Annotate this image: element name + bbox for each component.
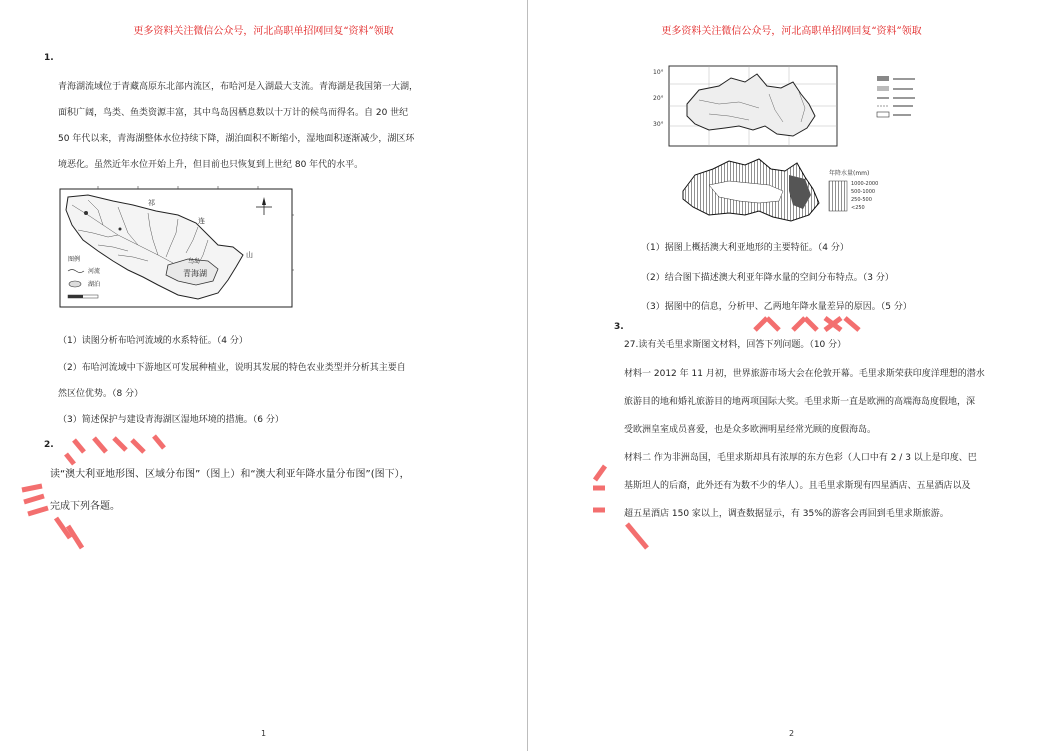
- lake-legend-icon: [69, 281, 81, 287]
- q1-sub-question: （2）布哈河流域中下游地区可发展种植业，说明其发展的特色农业类型并分析其主要自: [58, 363, 406, 373]
- q1-sub-question: 然区位优势。（8 分）: [58, 389, 144, 399]
- rainfall-legend-title: 年降水量(mm): [829, 170, 870, 177]
- q2-paragraph-line: 读“澳大利亚地形图、区域分布图”（图上）和“澳大利亚年降水量分布图”(图下），: [50, 469, 410, 480]
- q1-paragraph-line: 青海湖流域位于青藏高原东北部内流区，布哈河是入湖最大支流。青海湖是我国第一大湖，: [58, 82, 419, 92]
- watermark-icon: [14, 430, 194, 555]
- q1-paragraph-line: 面积广阔，鸟类、鱼类资源丰富，其中鸟岛因栖息数以十万计的候鸟而得名。自 20 世纪: [58, 108, 409, 118]
- question-2-number: 2.: [44, 440, 54, 450]
- q3-paragraph-line: 旅游目的地和婚礼旅游目的地两项国际大奖。毛里求斯一直是欧洲的高端海岛度假地，深: [624, 397, 976, 407]
- q1-sub-question: （3）简述保护与建设青海湖区湿地环境的措施。（6 分）: [58, 415, 284, 425]
- lake-label: 青海湖: [183, 269, 207, 278]
- q3-paragraph-line: 材料二 作为非洲岛国，毛里求斯却具有浓厚的东方色彩（人口中有 2 / 3 以上是印度、巴: [624, 453, 977, 463]
- q2-sub-question: （3）据图中的信息，分析甲、乙两地年降水量差异的原因。（5 分）: [641, 302, 912, 312]
- mountain-label: 山: [246, 251, 253, 259]
- question-3-number: 3.: [614, 322, 624, 332]
- q2-sub-question: （1）据图上概括澳大利亚地形的主要特征。（4 分）: [641, 243, 849, 253]
- terrain-legend: [875, 72, 925, 132]
- q2-sub-question: （2）结合图下描述澳大利亚年降水量的空间分布特点。（3 分）: [641, 273, 894, 283]
- bird-island-label: 鸟岛: [188, 258, 201, 265]
- australia-rainfall-map: [679, 155, 879, 227]
- watermark-icon: [591, 462, 661, 554]
- page-header: 更多资料关注微信公众号，河北高职单招网回复“资料”领取: [133, 26, 394, 37]
- q3-paragraph-line: 材料一 2012 年 11 月初，世界旅游市场大会在伦敦开幕。毛里求斯荣获印度洋理想的潜水: [624, 369, 985, 379]
- page-2: [529, 0, 1054, 751]
- legend-title: 图例: [68, 256, 81, 263]
- q1-paragraph-line: 50 年代以来，青海湖整体水位持续下降，湖泊面积不断缩小，湿地面积逐渐减少，湖区环: [58, 134, 415, 144]
- rainfall-legend-swatch: [829, 181, 847, 211]
- latitude-tick: 20°: [653, 95, 664, 102]
- question-1-number: 1.: [44, 53, 54, 63]
- australia-terrain-map: [649, 64, 839, 150]
- qinghai-lake-basin-map: [58, 185, 294, 310]
- rainfall-legend-item: 250-500: [851, 197, 872, 203]
- q3-paragraph-line: 超五星酒店 150 家以上，调查数据显示，有 35%的游客会再回到毛里求斯旅游。: [624, 509, 949, 519]
- latitude-tick: 30°: [653, 121, 664, 128]
- rainfall-legend-item: <250: [851, 205, 865, 211]
- rainfall-legend-item: 500-1000: [851, 189, 876, 195]
- q3-paragraph-line: 27.读有关毛里求斯图文材料，回答下列问题。（10 分）: [624, 340, 847, 350]
- watermark-icon: [749, 310, 869, 334]
- mountain-label: 祁: [148, 199, 155, 207]
- q1-paragraph-line: 境恶化。虽然近年水位开始上升，但目前也只恢复到上世纪 80 年代的水平。: [58, 160, 364, 170]
- page-number: 2: [788, 729, 795, 738]
- rainfall-legend-item: 1000-2000: [851, 181, 879, 187]
- legend-lake: 湖泊: [88, 281, 101, 288]
- page-header: 更多资料关注微信公众号，河北高职单招网回复“资料”领取: [661, 26, 922, 37]
- page-divider: [527, 0, 528, 751]
- q2-paragraph-line: 完成下列各题。: [50, 501, 120, 512]
- mountain-label: 连: [198, 217, 205, 225]
- q3-paragraph-line: 基斯坦人的后裔，此外还有为数不少的华人）。且毛里求斯现有四星酒店、五星酒店以及: [624, 481, 971, 491]
- q3-paragraph-line: 受欧洲皇室成员喜爱，也是众多欧洲明星经常光顾的度假海岛。: [624, 425, 877, 435]
- latitude-tick: 10°: [653, 69, 664, 76]
- q1-sub-question: （1）读图分析布哈河流域的水系特征。（4 分）: [58, 336, 248, 346]
- page-number: 1: [260, 729, 267, 738]
- legend-river: 河流: [88, 268, 101, 275]
